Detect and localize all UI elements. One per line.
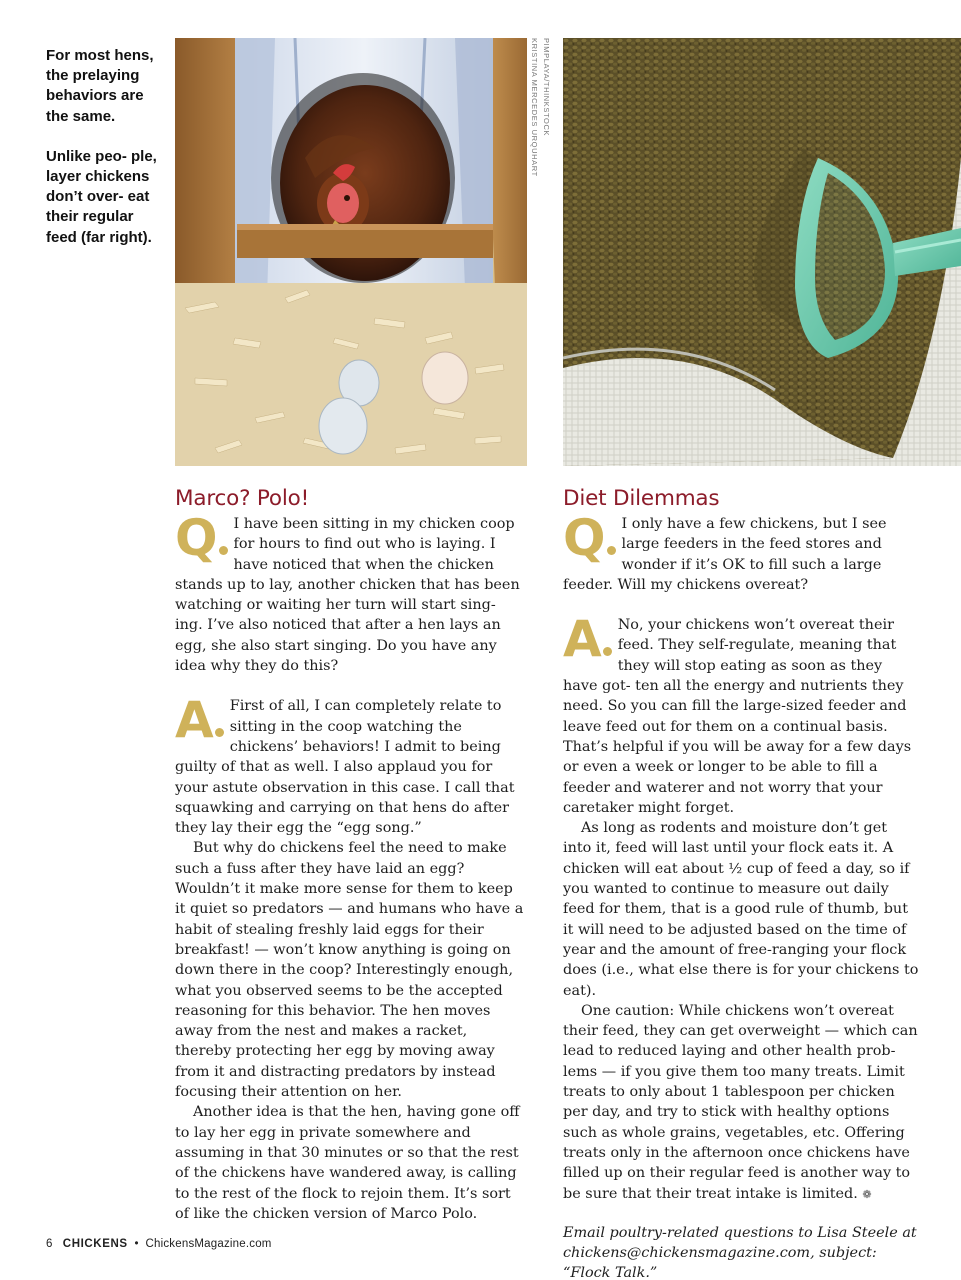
hen-nesting-photo (175, 38, 527, 466)
answer-paragraph-1: No, your chickens won’t overeat their feed. They self-regulate, meaning that they will stop eating as soon as they have got- ten all the energy and nutrients they need. So you can fill the large-sized feeder and leave feed out for them on a continual basis. That’s helpful if you will be away for a few days or even a week or longer to be able to fill a feeder and waterer and not worry that your caretaker might forget. (563, 617, 912, 816)
question-drop-letter: Q (175, 518, 228, 558)
email-signoff: Email poultry-related questions to Lisa Steele at chickens@chickensmagazine.com, subject: “Flock Talk.” (563, 1224, 917, 1280)
magazine-name: CHICKENS (62, 1238, 128, 1250)
drop-letter-dot (215, 728, 224, 737)
caption-paragraph-2: Unlike peo- ple, layer chickens don’t over- eat their regular feed (far right). (46, 147, 157, 246)
answer-block (563, 610, 919, 1205)
photo-credit-hen: KRISTINA MERCEDES URQUHART (530, 38, 539, 177)
caption-paragraph-1: For most hens, the prelaying behaviors are the same. (46, 47, 154, 125)
answer-drop-letter: A (563, 619, 612, 659)
answer-paragraph-3: Another idea is that the hen, having gone off to lay her egg in private somewhere and assuming in that 30 minutes or so that the rest of the chickens have wandered away, is calling to the rest of the flock to rejoin them. It’s sort of like the chicken version of Marco Polo. (175, 1104, 520, 1222)
website-link[interactable]: ChickensMagazine.com (145, 1238, 272, 1250)
answer-paragraph-3 (563, 1001, 919, 1205)
photo-credit-feed: PIMPLAYA/THINKSTOCK (542, 38, 551, 137)
answer-paragraph-2: As long as rodents and moisture don’t get into it, feed will last until your flock eats it. A chicken will eat about ½ cup of feed a day, so if you wanted to continue to measure out daily feed for them, that is a good rule of thumb, but it will need to be adjusted based on the time of year and the amount of free-ranging your flock does (i.e., what else there is for your chickens to eat). (563, 820, 919, 999)
article-marco-polo (175, 486, 527, 1224)
question-block (175, 509, 527, 676)
drop-letter-dot (219, 546, 228, 555)
photo-caption (46, 46, 158, 268)
question-drop-letter: Q (563, 518, 616, 558)
answer-block (175, 691, 527, 1224)
answer-drop-letter: A (175, 700, 224, 740)
answer-paragraph-2: But why do chickens feel the need to make such a fuss after they have laid an egg? Wouldn’t it make more sense for them to keep it quiet so predators — and humans who have a habit of stealing freshly laid eggs for their breakfast! — won’t know anything is going on down there in the coop? Interestingly enough, what you observed seems to be the accepted reasoning for this behavior. The hen moves away from the nest and makes a racket, thereby protecting her egg by moving away from it and distracting predators by instead focusing their attention on her. (175, 840, 524, 1101)
page-number: 6 (46, 1238, 53, 1250)
question-text: I only have a few chickens, but I see large feeders in the feed stores and wonder if it’s OK to fill such a large feeder. Will my chickens overeat? (563, 516, 887, 593)
question-text: I have been sitting in my chicken coop for hours to find out who is laying. I have noticed that when the chicken stands up to lay, another chicken that has been watching or waiting her turn will start sing- ing. I’ve also noticed that after a hen lays an egg, she also start singing. Do you have any idea why they do this? (175, 516, 520, 675)
drop-letter-dot (607, 546, 616, 555)
answer-paragraph-1: First of all, I can completely relate to sitting in the coop watching the chickens’ behaviors! I admit to being guilty of that as well. I also applaud you for your astute observation in this case. I call that squawking and carrying on that hens do after they lay their egg the “egg song.” (175, 698, 515, 837)
end-mark-icon: ❁ (862, 1187, 872, 1201)
article-diet-dilemmas (563, 486, 919, 1280)
article-title: Marco? Polo! (175, 486, 310, 511)
drop-letter-dot (603, 647, 612, 656)
footer-separator: • (134, 1238, 139, 1250)
question-block (563, 509, 919, 595)
answer-paragraph-3-text: One caution: While chickens won’t overeat their feed, they can get overweight — which can lead to reduced laying and other health prob- lems — if you give them too many treats. Limit treats to only about 1 tablespoon per chicken per day, and try to stick with healthy options such as whole grains, vegetables, etc. Offering treats only in the afternoon once chickens have filled up on their regular feed is another way to be sure that their treat intake is limited. (563, 1002, 918, 1202)
page-footer (46, 1238, 272, 1250)
feed-scoop-photo (563, 38, 961, 466)
article-title: Diet Dilemmas (563, 486, 720, 511)
